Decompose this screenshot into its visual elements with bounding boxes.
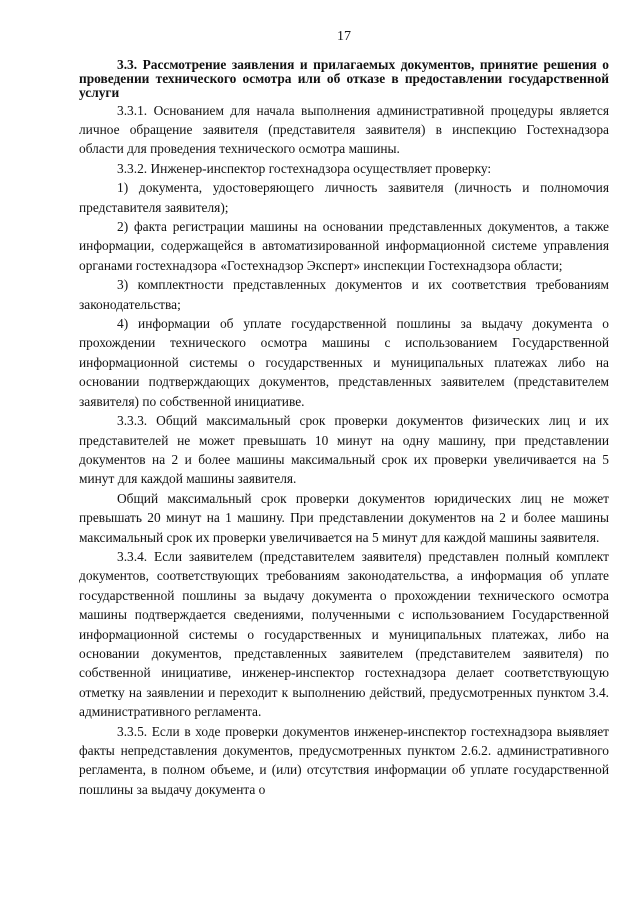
paragraph-3-3-5: 3.3.5. Если в ходе проверки документов инженер-инспектор гостехнадзора выявляет факты непредставления документов, предусмотренных пунктом 2.6.2. административного регламента, в полном объеме, и (или) отсутствия информации об уплате государственной пошлины за выдачу документа о — [79, 723, 609, 797]
paragraph-3-3-2: 3.3.2. Инженер-инспектор гостехнадзора осуществляет проверку: — [117, 160, 492, 176]
section-heading: 3.3. Рассмотрение заявления и прилагаемых документов, принятие решения о проведении технического осмотра или об отказе в предоставлении государственной услуги — [79, 57, 609, 101]
paragraph-3-3-3: 3.3.3. Общий максимальный срок проверки документов физических лиц и их представителей не может превышать 10 минут на одну машину, при представлении документов на 2 и более машины максимальный срок их проверки увеличивается на 5 минут для каждой машины заявителя. — [79, 413, 609, 487]
page-number: 17 — [337, 29, 351, 44]
paragraph-3-3-1: 3.3.1. Основанием для начала выполнения административной процедуры является личное обращение заявителя (представителя заявителя) в инспекцию Гостехнадзора области для проведения технического осмотра машины. — [79, 102, 609, 157]
list-item-4: 4) информации об уплате государственной пошлины за выдачу документа о прохождении технического осмотра машины с использованием Государственной информационной системы о государственных и муниципальных платежах либо на основании подтверждающих документов, представленных заявителем (представителем заявителя) по собственной инициативе. — [79, 316, 609, 409]
list-item-3: 3) комплектности представленных документов и их соответствия требованиям законодательства; — [79, 277, 609, 312]
document-page — [79, 28, 609, 799]
list-item-2: 2) факта регистрации машины на основании представленных документов, а также информации, содержащейся в автоматизированной информационной системе управления органами гостехнадзора «Гостехнадзор Эксперт» инспекции Гостехнадзора области; — [79, 219, 609, 273]
paragraph-legal-entities: Общий максимальный срок проверки документов юридических лиц не может превышать 20 минут на 1 машину. При представлении документов на 2 и более машины максимальный срок их проверки увеличивается на 5 минут для каждой машины заявителя. — [79, 490, 609, 545]
paragraph-3-3-4: 3.3.4. Если заявителем (представителем заявителя) представлен полный комплект документов, соответствующих требованиям законодательства, а информация об уплате государственной пошлины за выдачу документа о прохождении технического осмотра машины подтверждается сведениями, полученными с использованием Государственной информационной системы о государственных и муниципальных платежах, либо на основании документов, представленных заявителем (представителем заявителя) по собственной инициативе, инженер-инспектор гостехнадзора делает соответствующую отметку на заявлении и переходит к выполнению действий, предусмотренных пунктом 3.4. административного регламента. — [79, 548, 609, 720]
list-item-1: 1) документа, удостоверяющего личность заявителя (личность и полномочия представителя заявителя); — [79, 180, 609, 215]
